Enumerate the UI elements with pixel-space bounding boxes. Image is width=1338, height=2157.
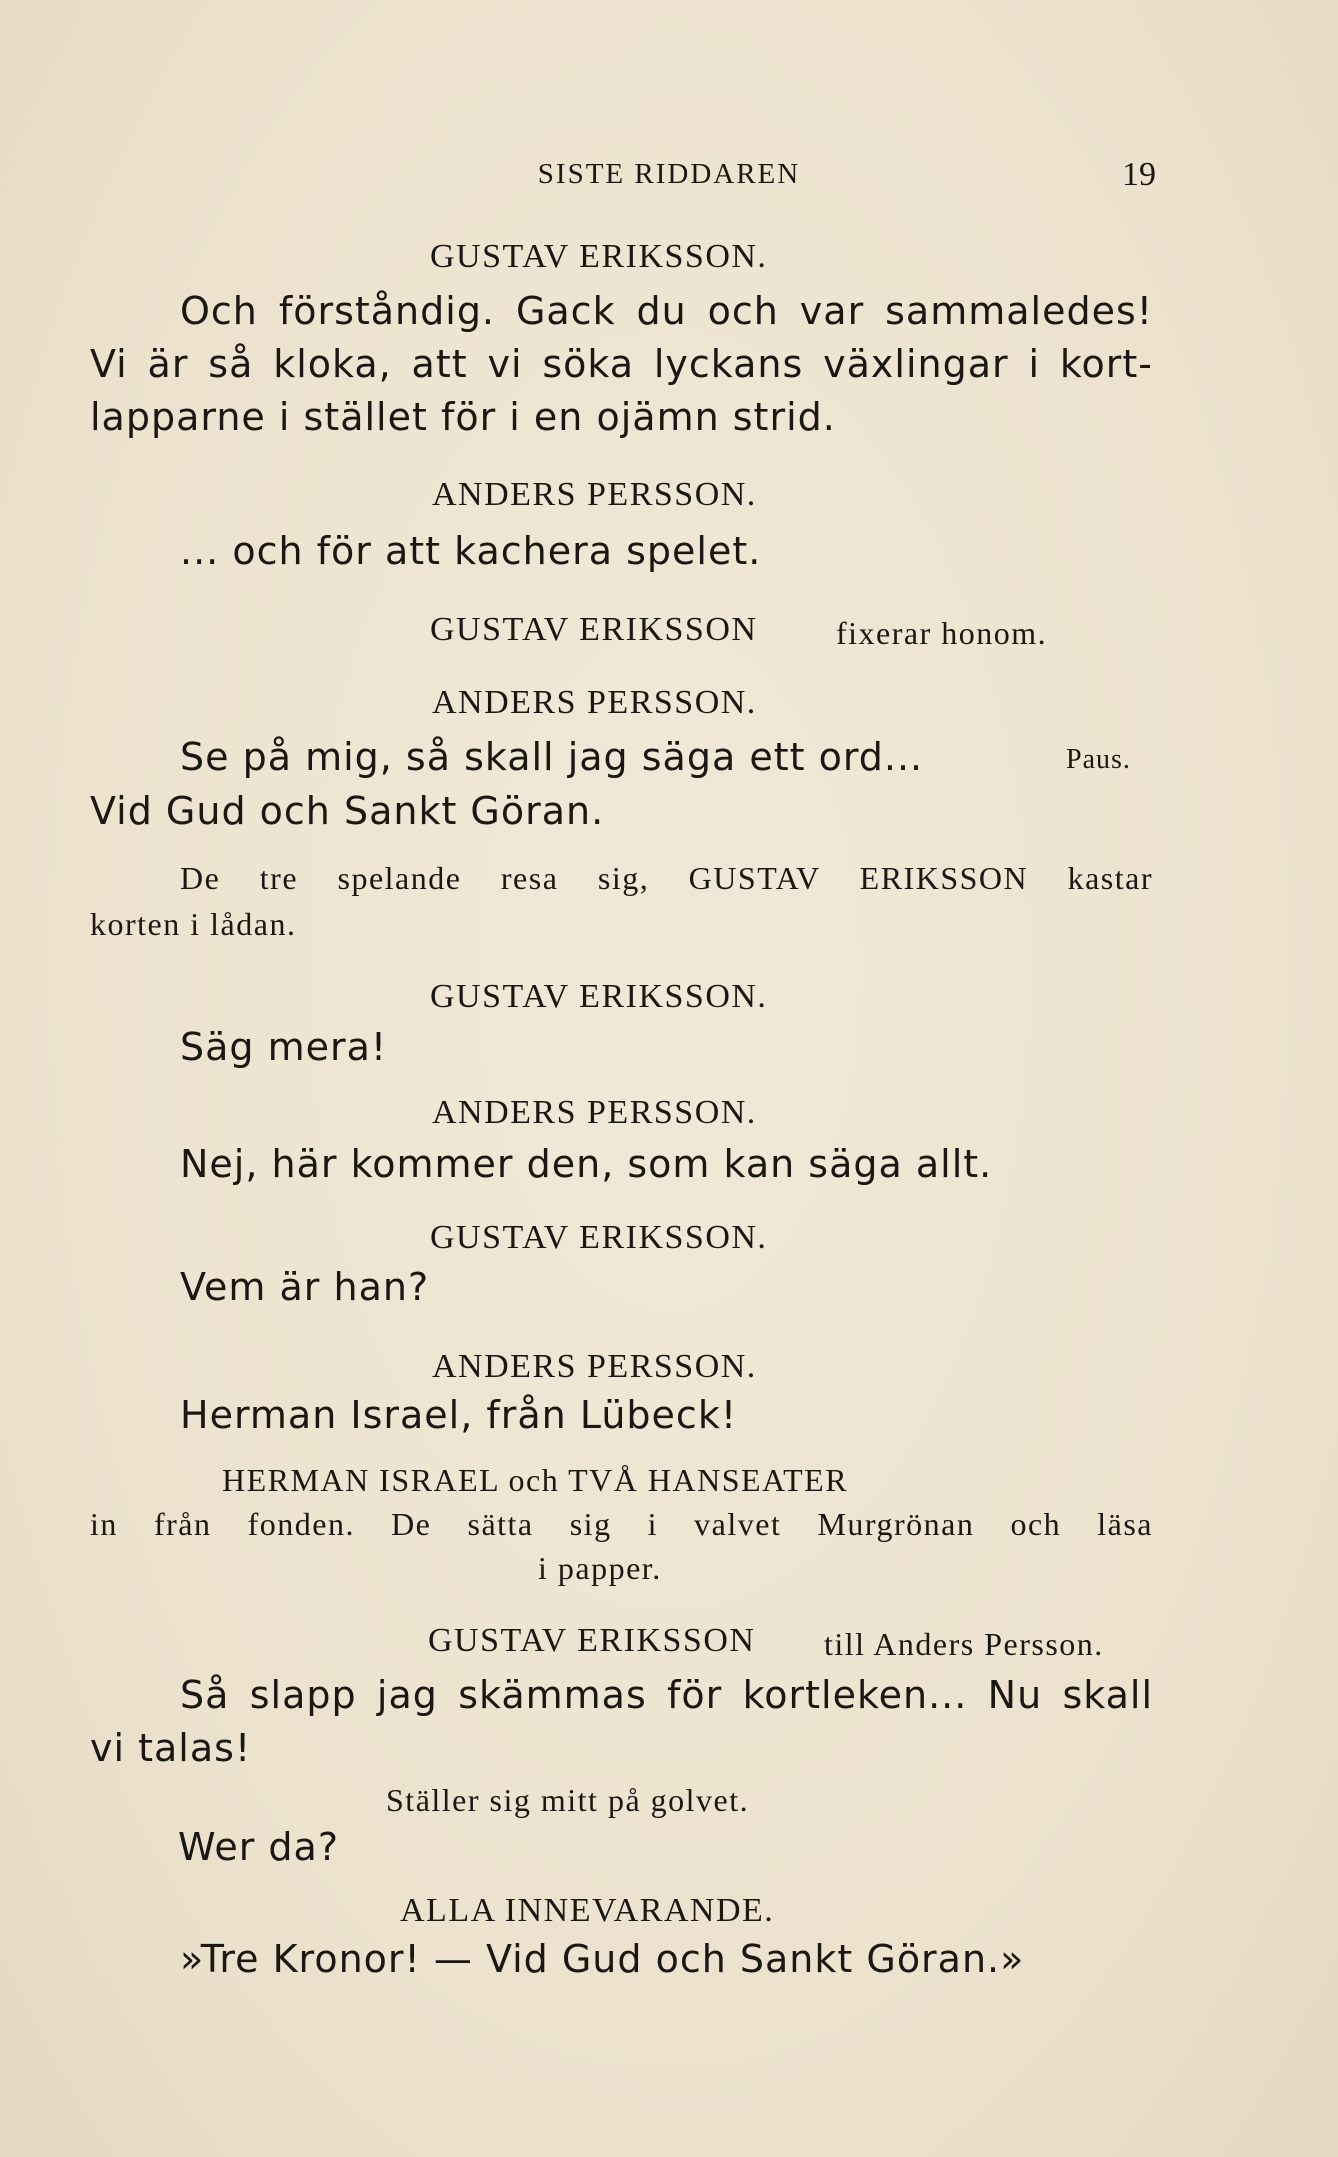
speaker-name: ANDERS PERSSON.: [432, 1348, 757, 1385]
stage-direction: in från fonden. De sätta sig i valvet Murgrönan och läsa: [90, 1506, 1153, 1542]
speech-line: vi talas!: [90, 1726, 252, 1770]
speech-line: Herman Israel, från Lübeck!: [180, 1393, 738, 1437]
stage-direction: fixerar honom.: [836, 615, 1048, 651]
stage-direction: i papper.: [538, 1550, 662, 1586]
speaker-name: ANDERS PERSSON.: [432, 684, 757, 721]
speech-line: lapparne i stället för i en ojämn strid.: [90, 395, 836, 439]
speech-line: Vid Gud och Sankt Göran.: [90, 789, 605, 833]
speech-line: Vem är han?: [180, 1265, 430, 1309]
speaker-name: GUSTAV ERIKSSON.: [430, 978, 768, 1015]
speaker-name: ANDERS PERSSON.: [432, 1094, 757, 1131]
stage-direction: till Anders Persson.: [824, 1626, 1104, 1662]
speaker-name: ALLA INNEVARANDE.: [400, 1892, 775, 1929]
page-number: 19: [1122, 156, 1156, 193]
speech-line: Se på mig, så skall jag säga ett ord...: [180, 735, 924, 779]
speaker-name: GUSTAV ERIKSSON: [430, 611, 758, 648]
stage-direction: HERMAN ISRAEL och TVÅ HANSEATER: [222, 1462, 849, 1498]
stage-direction: korten i lådan.: [90, 906, 297, 942]
speaker-name: GUSTAV ERIKSSON: [428, 1622, 756, 1659]
stage-direction: Ställer sig mitt på golvet.: [386, 1782, 750, 1818]
running-title: SISTE RIDDAREN: [537, 158, 801, 190]
speech-line: Så slapp jag skämmas för kortleken... Nu skall: [180, 1673, 1153, 1717]
speaker-name: ANDERS PERSSON.: [432, 476, 757, 513]
speech-line: »Tre Kronor! — Vid Gud och Sankt Göran.»: [180, 1937, 1025, 1981]
speech-line: Vi är så kloka, att vi söka lyckans växlingar i kort-: [90, 342, 1153, 386]
speaker-name: GUSTAV ERIKSSON.: [430, 238, 768, 275]
speech-line: Och förståndig. Gack du och var sammaledes!: [180, 289, 1153, 333]
stage-direction: De tre spelande resa sig, GUSTAV ERIKSSON kastar: [180, 860, 1153, 896]
speech-line: Nej, här kommer den, som kan säga allt.: [180, 1142, 993, 1186]
stage-direction: Paus.: [1066, 744, 1131, 775]
speech-line: Säg mera!: [180, 1025, 388, 1069]
speech-line: ... och för att kachera spelet.: [180, 529, 762, 573]
speech-line: Wer da?: [178, 1825, 340, 1869]
speaker-name: GUSTAV ERIKSSON.: [430, 1219, 768, 1256]
